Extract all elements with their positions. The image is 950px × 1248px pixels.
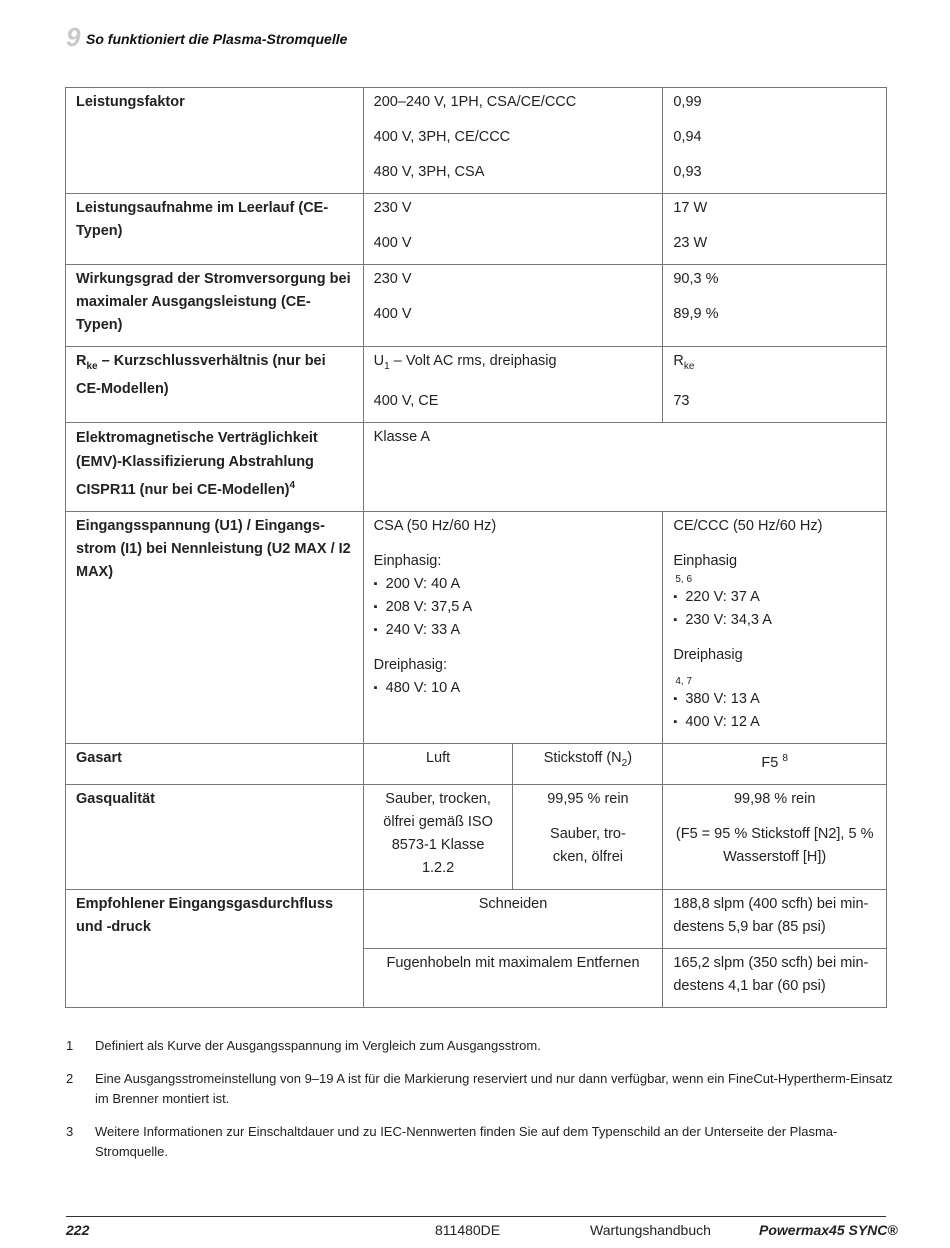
quality-text: Sauber, tro-cken, ölfrei [550,825,626,865]
csa-title: CSA (50 Hz/60 Hz) [373,517,497,534]
footer-divider [66,1216,886,1217]
three-phase-title: Dreiphasig: [373,656,448,673]
footnote-text: Definiert als Kurve der Ausgangsspannung im Vergleich zum Ausgangsstrom. [95,1038,541,1053]
purity-text: 99,95 % rein [547,790,629,807]
single-phase-list [374,573,653,642]
list-item: ▪ 240 V: 33 A [374,619,653,642]
condition-cell [363,265,663,347]
condition-text: 230 V [373,200,412,216]
f5-cell: F5 $^8$ [663,743,887,784]
condition-text: 400 V, 3PH, CE/CCC [373,129,511,145]
manual-title: Wartungshandbuch [590,1222,711,1238]
footnote-ref: 4, 7 [675,675,693,687]
footnote [66,1069,896,1109]
table-row [66,347,887,423]
list-item: ▪ 230 V: 34,3 A [673,609,876,632]
table-row [66,265,887,347]
single-phase-list [673,586,876,632]
list-item: ▪ 480 V: 10 A [374,677,653,700]
condition-text: 230 V [373,271,412,287]
footnotes [66,1036,896,1175]
air-cell: Sauber, trocken, ölfrei gemäß ISO 8573-1 Klasse 1.2.2 [363,784,513,889]
condition-cell [363,88,663,194]
csa-cell [363,511,663,743]
condition-cell [363,347,663,423]
footnote-ref: 8 [782,752,788,764]
product-name: Powermax45 SYNC® [759,1222,898,1238]
value-text: 0,94 [673,129,702,145]
footnote-text: Eine Ausgangsstromeinstellung von 9–19 A ist für die Markierung reserviert und nur dann verfügbar, wenn ein FineCut-Hypertherm-Einsatz im Brenner montiert ist. [95,1071,893,1106]
air-cell: Luft [363,743,513,784]
condition-text: 200–240 V, 1PH, CSA/CE/CCC [373,94,577,110]
nitrogen-cell: Stickstoff $(N_2)$ [513,743,663,784]
list-item: ▪ 200 V: 40 A [374,573,653,596]
row-label: Wirkungsgrad der Stromversorgung bei maximaler Ausgangsleistung (CE-Typen) [66,265,364,347]
table-row [66,422,887,511]
condition-text: 480 V, 3PH, CSA [373,164,485,180]
list-item: ▪ 400 V: 12 A [673,711,876,734]
document-number: 811480DE [435,1222,501,1238]
value-text: $R_{ke}$ [673,353,695,372]
row-label: Gasart [66,743,364,784]
table-row [66,889,887,948]
footnote-text: Weitere Informationen zur Einschaltdauer und zu IEC-Nennwerten finden Sie auf dem Typenschild an der Unterseite der Plasma-Stromquelle. [95,1124,838,1159]
list-item: ▪ 220 V: 37 A [673,586,876,609]
value-text: 89,9 % [673,306,719,322]
row-label: Eingangsspannung (U1) / Eingangs-strom (I1) bei Nennleistung (U2 MAX / I2 MAX) [66,511,364,743]
gouging-cell: Fugenhobeln mit maximalem Entfernen [363,948,663,1007]
condition-text: 400 V [373,306,412,322]
table-row [66,88,887,194]
three-phase-list [374,677,653,700]
condition-text: 400 V, CE [373,392,439,409]
cutting-cell: Schneiden [363,889,663,948]
three-phase-list [673,688,876,734]
value-text: 90,3 % [673,271,719,287]
row-label: Leistungsaufnahme im Leerlauf (CE-Typen) [66,194,364,265]
single-phase-title: Einphasig: [373,552,442,569]
value-text: 0,99 [673,94,702,110]
row-label: Leistungsfaktor [66,88,364,194]
chapter-title: So funktioniert die Plasma-Stromquelle [86,31,348,47]
footnote [66,1036,896,1056]
table-row [66,511,887,743]
composition-text: (F5 = 95 % Stickstoff [N2], 5 % Wasserstoff [H]) [675,825,874,865]
page-number: 222 [66,1222,90,1238]
value-cell [663,265,887,347]
value-text: 73 [673,392,690,409]
value-cell: Klasse A [363,422,886,511]
condition-text: 400 V [373,235,412,251]
row-label: $R_{ke}$ – Kurzschlussverhältnis (nur bei CE-Modellen) [66,347,364,423]
specifications-table [65,87,887,1008]
value-cell [663,194,887,265]
single-phase-title: Einphasig [673,552,738,569]
footnote-number: 2 [66,1071,74,1086]
value-text: 0,93 [673,164,702,180]
table-row [66,743,887,784]
value-cell [663,88,887,194]
footnote [66,1122,896,1162]
row-label: Elektromagnetische Verträglichkeit (EMV)-Klassifizierung Abstrahlung CISPR11 (nur bei CE-Modellen)$^4$ [66,422,364,511]
ce-cell [663,511,887,743]
value-cell: 188,8 slpm (400 scfh) bei min-destens 5,9 bar (85 psi) [663,889,887,948]
footnote-ref: 4 [289,479,296,491]
value-text: 17 W [673,200,708,216]
table-row [66,194,887,265]
footnote-number: 1 [66,1038,74,1053]
purity-text: 99,98 % rein [733,790,816,807]
value-cell [663,347,887,423]
condition-text: $U_1$ – Volt AC rms, dreiphasig [373,353,557,372]
chapter-number: 9 [66,22,81,52]
three-phase-title: Dreiphasig [673,646,743,663]
table-row [66,784,887,889]
list-item: ▪ 208 V: 37,5 A [374,596,653,619]
ce-title: CE/CCC (50 Hz/60 Hz) [673,517,823,534]
footnote-number: 3 [66,1124,74,1139]
list-item: ▪ 380 V: 13 A [673,688,876,711]
row-label: Empfohlener Eingangsgasdurchfluss und -druck [66,889,364,1007]
row-label: Gasqualität [66,784,364,889]
value-text: 23 W [673,235,708,251]
footnote-ref: 5, 6 [675,573,693,585]
value-cell: 165,2 slpm (350 scfh) bei min-destens 4,1 bar (60 psi) [663,948,887,1007]
condition-cell [363,194,663,265]
nitrogen-cell [513,784,663,889]
f5-cell [663,784,887,889]
